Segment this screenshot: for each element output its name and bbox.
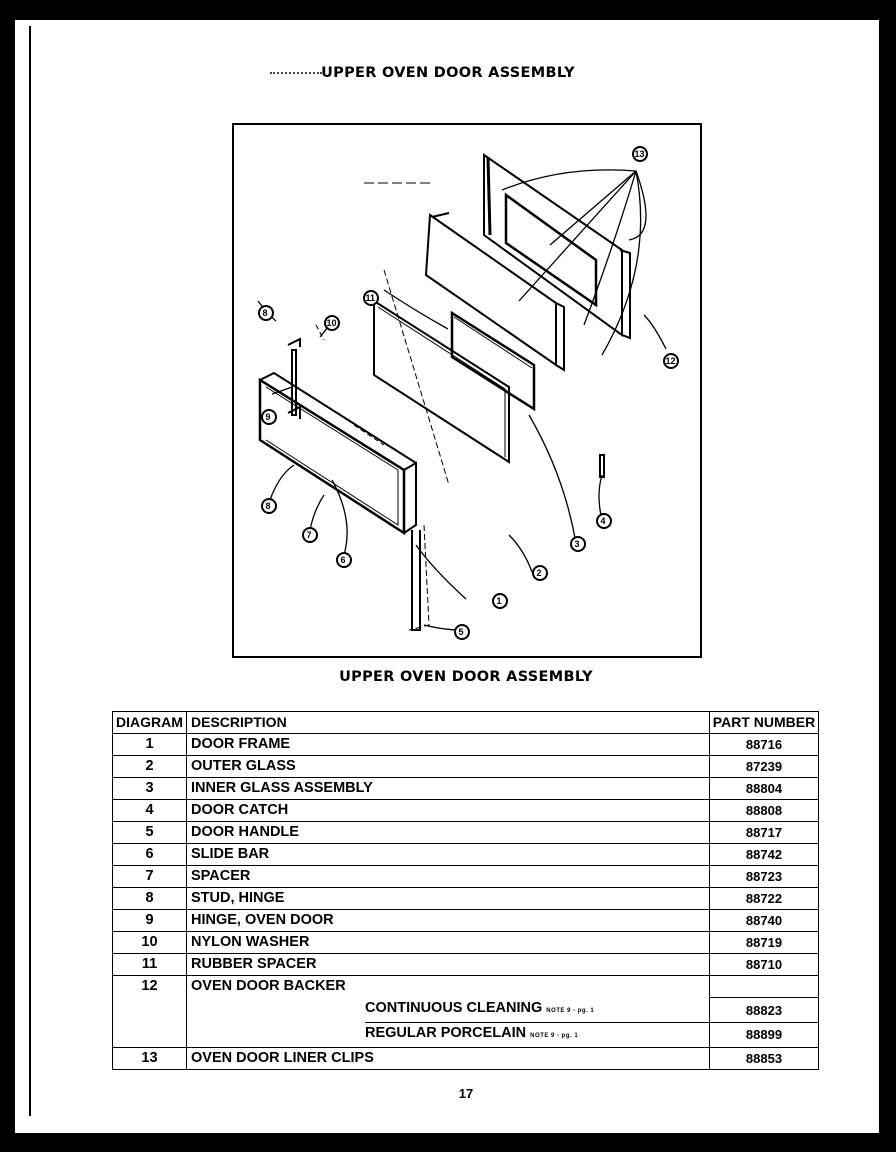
part-description: OVEN DOOR BACKER	[187, 976, 710, 998]
variant-description: REGULAR PORCELAIN	[365, 1024, 527, 1041]
exploded-diagram	[232, 123, 702, 658]
diagram-number: 7	[113, 866, 187, 888]
part-number: 88710	[710, 954, 819, 976]
part-number: 87239	[710, 756, 819, 778]
variant-note: NOTE 9 - pg. 1	[530, 1032, 579, 1039]
diagram-number: 3	[113, 778, 187, 800]
diagram-number: 10	[113, 932, 187, 954]
part-description: STUD, HINGE	[187, 888, 710, 910]
svg-text:1: 1	[496, 596, 502, 606]
parts-table	[112, 711, 819, 1070]
svg-text:12: 12	[665, 356, 676, 366]
part-description: OVEN DOOR LINER CLIPS	[187, 1047, 710, 1069]
part-number: 88740	[710, 910, 819, 932]
part-description: SLIDE BAR	[187, 844, 710, 866]
part-number: 88719	[710, 932, 819, 954]
table-row	[113, 888, 819, 910]
part-description: NYLON WASHER	[187, 932, 710, 954]
page-number: 17	[458, 1086, 474, 1101]
diagram-number: 11	[113, 954, 187, 976]
part-number: 88742	[710, 844, 819, 866]
part-number: 88716	[710, 734, 819, 756]
diagram-number: 5	[113, 822, 187, 844]
table-row	[113, 866, 819, 888]
diagram-number: 12	[113, 976, 187, 1048]
svg-text:8: 8	[265, 501, 271, 511]
part-description: RUBBER SPACER	[187, 954, 710, 976]
svg-text:10: 10	[326, 318, 337, 328]
svg-text:11: 11	[365, 293, 376, 303]
part-number: 88899	[710, 1023, 819, 1048]
svg-text:2: 2	[536, 568, 542, 578]
part-description: HINGE, OVEN DOOR	[187, 910, 710, 932]
table-row	[113, 734, 819, 756]
table-row	[113, 756, 819, 778]
part-description: DOOR HANDLE	[187, 822, 710, 844]
svg-text:6: 6	[340, 555, 346, 565]
diagram-number: 9	[113, 910, 187, 932]
part-description: DOOR FRAME	[187, 734, 710, 756]
part-description: OUTER GLASS	[187, 756, 710, 778]
svg-text:5: 5	[458, 627, 464, 637]
table-row	[113, 778, 819, 800]
table-row-backer	[113, 976, 819, 998]
table-row-variant	[113, 1023, 819, 1048]
part-number: 88808	[710, 800, 819, 822]
table-row	[113, 844, 819, 866]
table-row	[113, 932, 819, 954]
part-number: 88722	[710, 888, 819, 910]
binding-margin-line	[29, 26, 31, 1116]
svg-text:3: 3	[574, 539, 580, 549]
col-header-description: DESCRIPTION	[187, 712, 710, 734]
title-dashes	[270, 72, 322, 74]
svg-text:13: 13	[634, 149, 645, 159]
svg-text:8: 8	[262, 308, 268, 318]
variant-description: CONTINUOUS CLEANING	[365, 999, 543, 1016]
table-row	[113, 1047, 819, 1069]
callout-labels	[259, 147, 678, 639]
table-row-variant	[113, 998, 819, 1023]
diagram-number: 2	[113, 756, 187, 778]
svg-text:7: 7	[306, 530, 312, 540]
variant-cell	[187, 1023, 710, 1048]
svg-text:4: 4	[600, 516, 606, 526]
part-number: 88717	[710, 822, 819, 844]
table-row	[113, 822, 819, 844]
page-title: UPPER OVEN DOOR ASSEMBLY	[0, 64, 896, 82]
part-number: 88853	[710, 1047, 819, 1069]
table-row	[113, 800, 819, 822]
part-description: INNER GLASS ASSEMBLY	[187, 778, 710, 800]
oven-door-exploded-view	[234, 125, 700, 656]
table-row	[113, 954, 819, 976]
part-number: 88723	[710, 866, 819, 888]
variant-underline	[365, 998, 709, 1023]
diagram-number: 6	[113, 844, 187, 866]
table-header-row	[113, 712, 819, 734]
part-number: 88804	[710, 778, 819, 800]
figure-caption: UPPER OVEN DOOR ASSEMBLY	[339, 669, 593, 685]
variant-cell	[187, 998, 710, 1023]
diagram-number: 4	[113, 800, 187, 822]
diagram-number: 8	[113, 888, 187, 910]
diagram-number: 13	[113, 1047, 187, 1069]
table-row	[113, 910, 819, 932]
variant-note: NOTE 9 - pg. 1	[546, 1007, 595, 1014]
part-description: DOOR CATCH	[187, 800, 710, 822]
part-number-empty	[710, 976, 819, 998]
diagram-number: 1	[113, 734, 187, 756]
part-number: 88823	[710, 998, 819, 1023]
col-header-diagram: DIAGRAM	[113, 712, 187, 734]
oven-door-backer-shape	[484, 155, 622, 335]
part-description: SPACER	[187, 866, 710, 888]
col-header-part-number: PART NUMBER	[710, 712, 819, 734]
svg-text:9: 9	[265, 412, 271, 422]
